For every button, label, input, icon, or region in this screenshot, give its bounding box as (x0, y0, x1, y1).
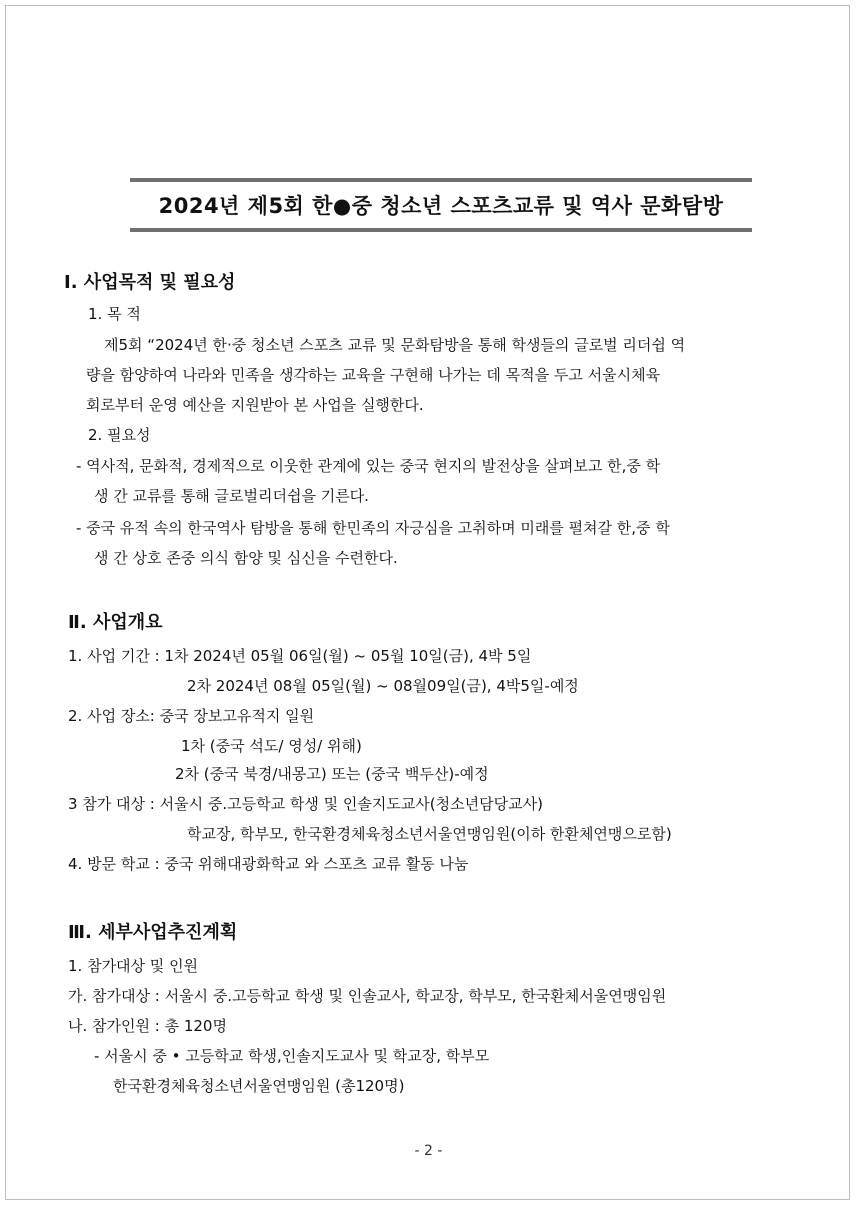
need-label: 2. 필요성 (88, 426, 151, 444)
participants-label: 1. 참가대상 및 인원 (68, 957, 199, 975)
place-line-1: 2. 사업 장소: 중국 장보고유적지 일원 (68, 707, 315, 725)
purpose-line: 회로부터 운영 예산을 지원받아 본 사업을 실행한다. (86, 396, 424, 414)
purpose-paragraph (86, 330, 812, 420)
need-item-2-line-2: 생 간 상호 존중 의식 함양 및 심신을 수련한다. (94, 549, 398, 567)
visit-school-line: 4. 방문 학교 : 중국 위해대광화학교 와 스포츠 교류 활동 나눔 (68, 855, 469, 873)
purpose-label: 1. 목 적 (88, 305, 141, 323)
document-title: 2024년 제5회 한●중 청소년 스포츠교류 및 역사 문화탐방 (158, 194, 724, 218)
participants-detail-2: 한국환경체육청소년서울연맹임원 (총120명) (113, 1077, 405, 1095)
purpose-line: 제5회 “2024년 한·중 청소년 스포츠 교류 및 문화탐방을 통해 학생들의 글로벌 리더쉽 역 (104, 336, 686, 354)
period-line-1: 1. 사업 기간 : 1차 2024년 05월 06일(월) ~ 05월 10일(금), 4박 5일 (68, 647, 532, 665)
place-line-3: 2차 (중국 북경/내몽고) 또는 (중국 백두산)-예정 (175, 765, 489, 783)
purpose-line: 량을 함양하여 나라와 민족을 생각하는 교육을 구현해 나가는 데 목적을 두고 서울시체육 (86, 366, 661, 384)
page-number: - 2 - (414, 1143, 443, 1159)
target-line-1: 3 참가 대상 : 서울시 중.고등학교 학생 및 인솔지도교사(청소년담당교사) (68, 795, 543, 813)
participants-detail-1: - 서울시 중 • 고등학교 학생,인솔지도교사 및 학교장, 학부모 (94, 1047, 490, 1065)
target-line-2: 학교장, 학부모, 한국환경체육청소년서울연맹임원(이하 한환체연맹으로함) (187, 825, 672, 843)
need-item-1-line-1: - 역사적, 문화적, 경제적으로 이웃한 관계에 있는 중국 현지의 발전상을 살펴보고 한,중 학 (76, 457, 661, 475)
title-box (130, 178, 752, 232)
place-line-2: 1차 (중국 석도/ 영성/ 위해) (181, 737, 362, 755)
participants-target: 가. 참가대상 : 서울시 중.고등학교 학생 및 인솔교사, 학교장, 학부모, 한국환체서울연맹임원 (68, 987, 667, 1005)
period-line-2: 2차 2024년 08월 05일(월) ~ 08월09일(금), 4박5일-예정 (187, 677, 579, 695)
section3-heading: Ⅲ. 세부사업추진계획 (68, 922, 238, 943)
participants-count: 나. 참가인원 : 총 120명 (68, 1017, 227, 1035)
section2-heading: Ⅱ. 사업개요 (68, 612, 163, 633)
need-item-1-line-2: 생 간 교류를 통해 글로벌리더쉽을 기른다. (94, 487, 369, 505)
need-item-2-line-1: - 중국 유적 속의 한국역사 탐방을 통해 한민족의 자긍심을 고취하며 미래를 펼쳐갈 한,중 학 (76, 519, 670, 537)
section1-heading: Ⅰ. 사업목적 및 필요성 (64, 272, 236, 293)
